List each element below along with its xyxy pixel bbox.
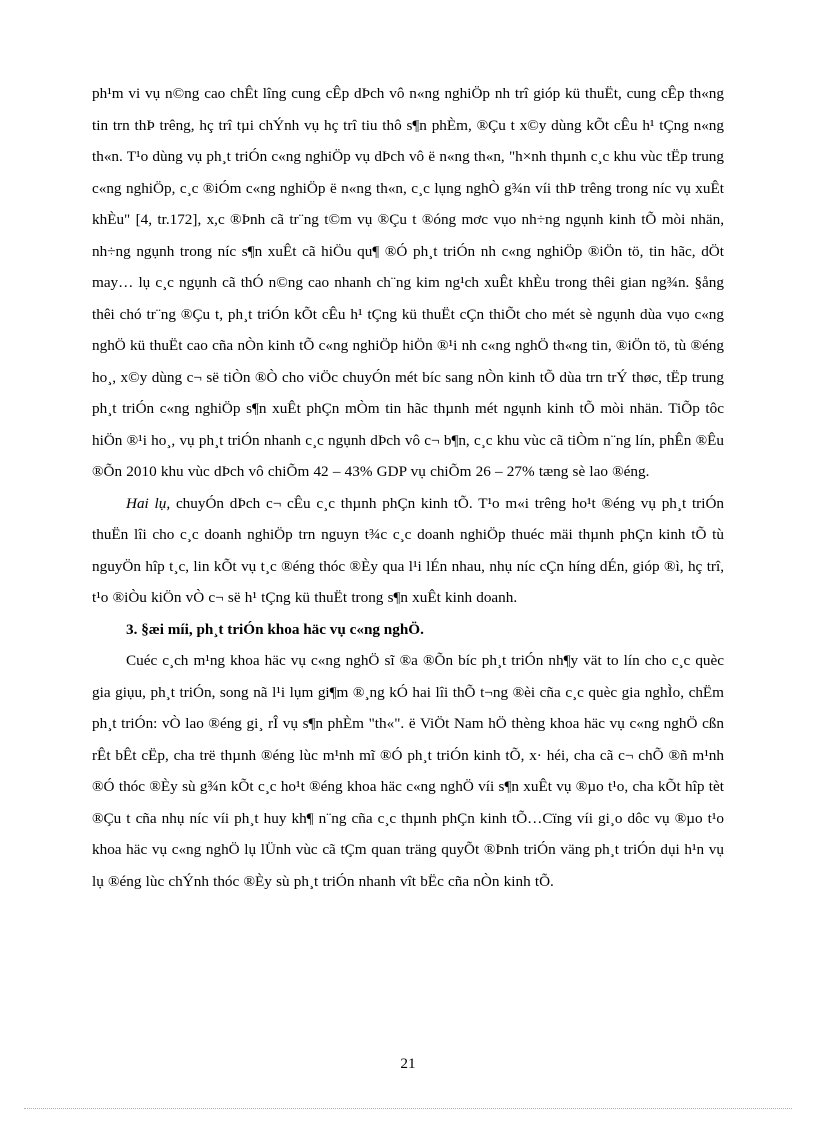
document-body: [92, 78, 724, 897]
paragraph-1: ph¹m vi vụ n©ng cao chÊt lîng cung cÊp dÞch vô n«ng nghiÖp nh trî gióp kü thuËt, cung cÊp th«ng tin trn thÞ trêng, hç trî tµi chÝnh vụ hç trî tiu thô s¶n phÈm, ®Çu t x©y dùng kÕt cÊu h¹ tÇng n«ng th«n. T¹o dùng vụ ph¸t triÓn c«ng nghiÖp vụ dÞch vô ë n«ng th«n, "h×nh thµnh c¸c khu vùc tËp trung c«ng nghiÖp, c¸c ®iÓm c«ng nghiÖp ë n«ng th«n, c¸c lụng nghÒ g¾n víi thÞ trêng trong níc vụ xuÊt khÈu" [4, tr.172], x,c ®Þnh cã tr¨ng t©m vụ ®Çu t ®óng mơc vụo nh÷ng ngụnh kinh tÕ mòi nhän, nh÷ng ngụnh trong níc s¶n xuÊt cã hiÖu qu¶ ®Ó ph¸t triÓn nh c«ng nghiÖp ®iÖn tö, tin hãc, dÖt may… lụ c¸c ngụnh cã thÓ n©ng cao nhanh ch¨ng kim ng¹ch xuÊt khÈu trong thêi gian ng¾n. §ång thêi chó tr¨ng ®Çu t, ph¸t triÓn kÕt cÊu h¹ tÇng kü thuËt cÇn thiÕt cho mét sè ngụnh dùa vụo c«ng nghÖ kü thuËt cao cña nÒn kinh tÕ c«ng nghiÖp hiÖn ®¹i nh c«ng nghÖ th«ng tin, ®iÖn tö, tù ®éng ho¸, x©y dùng c¬ së tiÒn ®Ò cho viÖc chuyÓn mét bíc sang nÒn kinh tÕ dùa trn trÝ thøc, tËp trung ph¸t triÓn c«ng nghiÖp s¶n xuÊt phÇn mÒm tin hãc thµnh mét ngụnh kinh tÕ mòi nhän. TiÕp tôc hiÖn ®¹i ho¸, vụ ph¸t triÓn nhanh c¸c ngụnh dÞch vô c¬ b¶n, c¸c khu vùc cã tiÒm n¨ng lín, phÊn ®Êu ®Õn 2010 khu vùc dÞch vô chiÕm 42 – 43% GDP vụ chiÕm 26 – 27% tæng sè lao ®éng.: [92, 85, 724, 480]
footer-divider: [24, 1108, 792, 1109]
page-number: 21: [400, 1055, 416, 1072]
paragraph-2-rest: chuyÓn dÞch c¬ cÊu c¸c thµnh phÇn kinh tÕ. T¹o m«i trêng ho¹t ®éng vụ ph¸t triÓn thuËn lîi cho c¸c doanh nghiÖp trn nguyn t¾c c¸c doanh nghiÖp thuéc mäi thµnh phÇn kinh tÕ tù nguyÖn hîp t¸c, lin kÕt vụ t¸c ®éng thóc ®Èy qua l¹i lÉn nhau, nhụ níc cÇn híng dÉn, gióp ®ì, hç trî, t¹o ®iÒu kiÖn vÒ c¬ së h¹ tÇng kü thuËt trong s¶n xuÊt kinh doanh.: [92, 494, 725, 606]
paragraph-3: Cuéc c¸ch m¹ng khoa häc vụ c«ng nghÖ sĩ ®a ®Õn bíc ph¸t triÓn nh¶y vät to lín cho c¸c quèc gia giụu, ph¸t triÓn, song nã l¹i lụm gi¶m ®¸ng kÓ hai lîi thÕ t¬ng ®èi cña c¸c quèc gia nghÌo, chËm ph¸t triÓn: vÒ lao ®éng gi¸ rÎ vụ s¶n phÈm "th«". ë ViÖt Nam hÖ thèng khoa häc vụ c«ng nghÖ cßn rÊt bÊt cËp, cha trë thµnh ®éng lùc m¹nh mĩ ®Ó ph¸t triÓn kinh tÕ, x· héi, cha cã c¬ chÕ ®ñ m¹nh ®Ó thóc ®Èy sù g¾n kÕt c¸c ho¹t ®éng khoa häc c«ng nghÖ víi s¶n xuÊt vụ ®µo t¹o, cha kÕt hîp tèt ®Çu t cña nhụ níc víi ph¸t huy kh¶ n¨ng cña c¸c thµnh phÇn kinh tÕ…Cïng víi gi¸o dôc vụ ®µo t¹o khoa häc vụ c«ng nghÖ lụ lÜnh vùc cã tÇm quan träng quyÕt ®Þnh triÓn väng ph¸t triÓn dụi h¹n vụ lụ ®éng lùc chÝnh thóc ®Èy sù ph¸t triÓn nhanh vît bËc cña nÒn kinh tÕ.: [92, 652, 724, 890]
paragraph-2-lead: Hai lụ,: [126, 494, 171, 512]
paragraph-2: [92, 488, 724, 614]
section-heading-3: 3. §æi míi, ph¸t triÓn khoa häc vụ c«ng nghÖ.: [126, 620, 424, 638]
